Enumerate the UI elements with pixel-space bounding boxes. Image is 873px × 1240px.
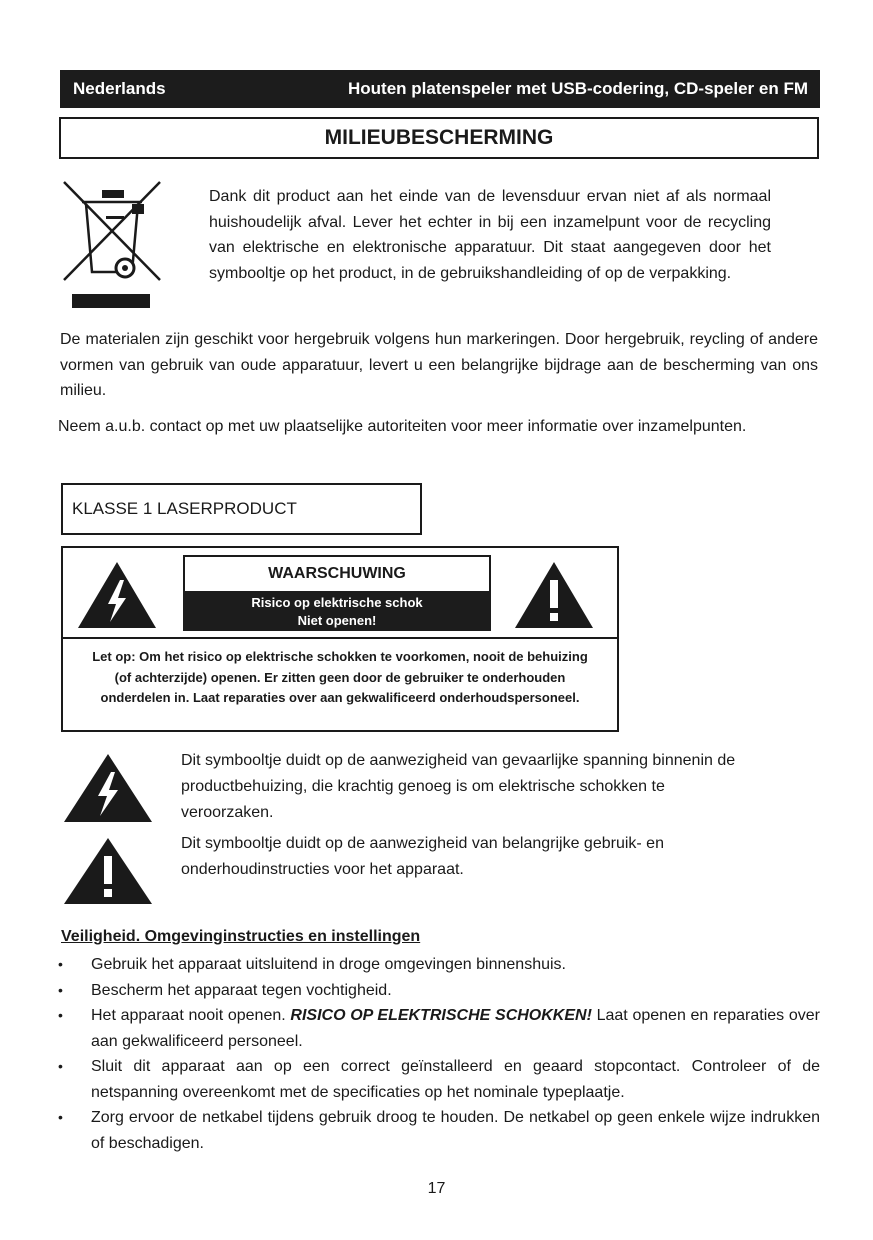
list-item [58, 1105, 820, 1156]
lightning-warning-icon [76, 560, 158, 630]
exclamation-warning-icon [513, 560, 595, 630]
page-header [60, 70, 820, 108]
intro-paragraph: Dank dit product aan het einde van de levensduur ervan niet af als normaal huishoudelijk afval. Lever het echter in bij een inzamelpunt voor de recycling van elektrische en elektronische apparatuur. Dit staat aangegeven door het symbooltje op het product, in de gebruikshandleiding of op de verpakking. [209, 188, 771, 282]
laser-class-label: KLASSE 1 LASERPRODUCT [61, 483, 422, 535]
header-language: Nederlands [73, 79, 166, 98]
weee-crossed-bin-icon [62, 180, 162, 310]
section-title: MILIEUBESCHERMING [59, 117, 819, 159]
list-item-suffix: Laat openen en reparaties over aan gekwalificeerd personeel. [91, 1007, 820, 1050]
bullet-icon: • [58, 956, 63, 972]
warning-subtitle-line2: Niet openen! [297, 613, 377, 628]
safety-list [58, 952, 820, 1156]
warning-subtitle-line1: Risico op elektrische schok [251, 595, 423, 610]
safety-heading: Veiligheid. Omgevinginstructies en instellingen [61, 928, 421, 945]
list-item-text: Bescherm het apparaat tegen vochtigheid. [91, 981, 392, 999]
bullet-icon: • [58, 981, 63, 998]
bullet-icon: • [58, 1058, 63, 1074]
page-number: 17 [427, 1180, 446, 1197]
exclamation-symbol-text: Dit symbooltje duidt op de aanwezigheid van belangrijke gebruik- en onderhoudinstructies voor het apparaat. [181, 835, 664, 878]
materials-paragraph: De materialen zijn geschikt voor hergebruik volgens hun markeringen. Door hergebruik, reycling of andere vormen van gebruik van oude apparatuur, levert u een belangrijke bijdrage aan de bescherming van ons milieu. [60, 331, 818, 399]
list-item-prefix: Het apparaat nooit openen. [91, 1007, 286, 1024]
list-item [58, 978, 820, 1004]
warning-subtitle [183, 591, 491, 631]
lightning-symbol-text: Dit symbooltje duidt op de aanwezigheid van gevaarlijke spanning binnenin de productbehuizing, die krachtig genoeg is om elektrische schokken te veroorzaken. [181, 752, 736, 821]
list-item [58, 1003, 820, 1054]
lightning-symbol-icon [62, 752, 154, 824]
list-item [58, 952, 820, 978]
warning-divider [63, 637, 617, 639]
list-item-text: Sluit dit apparaat aan op een correct geïnstalleerd en geaard stopcontact. Controleer of de netspanning overeenkomt met de specificaties op het nominale typeplaatje. [91, 1058, 820, 1101]
contact-paragraph: Neem a.u.b. contact op met uw plaatselijke autoriteiten voor meer informatie over inzamelpunten. [58, 418, 747, 435]
exclamation-symbol-icon [62, 836, 154, 906]
header-product-title: Houten platenspeler met USB-codering, CD-speler en FM [347, 79, 808, 98]
warning-box [61, 546, 619, 732]
bullet-icon: • [58, 1109, 63, 1125]
list-item-text: Zorg ervoor de netkabel tijdens gebruik droog te houden. De netkabel op geen enkele wijze indrukken of beschadigen. [91, 1109, 820, 1152]
list-item-emphasis: RISICO OP ELEKTRISCHE SCHOKKEN! [290, 1007, 592, 1024]
bullet-icon: • [58, 1007, 63, 1023]
list-item [58, 1054, 820, 1105]
list-item-text: Gebruik het apparaat uitsluitend in droge omgevingen binnenshuis. [91, 956, 566, 973]
warning-title: WAARSCHUWING [183, 555, 491, 593]
warning-body: Let op: Om het risico op elektrische schokken te voorkomen, nooit de behuizing (of achterzijde) openen. Er zitten geen door de gebruiker te onderhouden onderdelen in. Laat reparaties over aan gekwalificeerd onderhoudspersoneel. [92, 649, 588, 705]
